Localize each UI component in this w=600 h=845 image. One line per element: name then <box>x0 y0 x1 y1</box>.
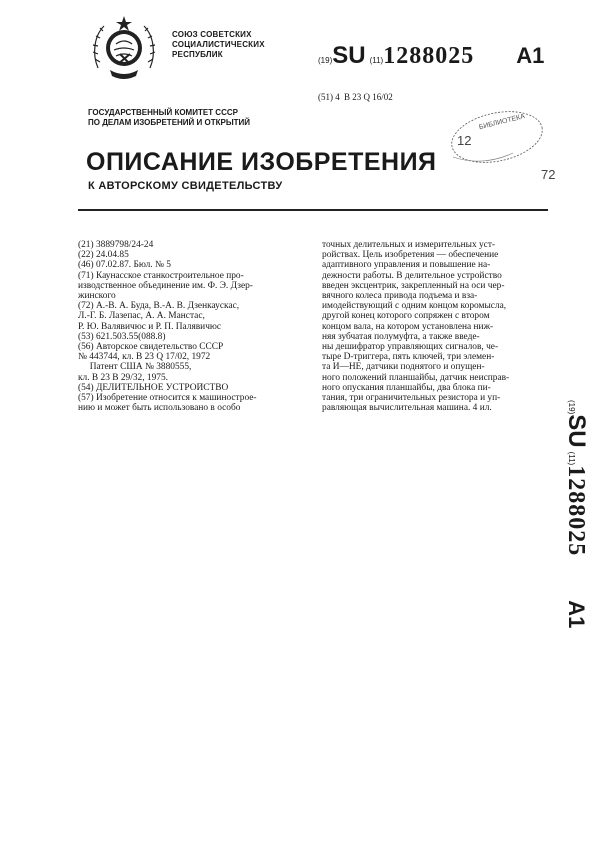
ipc-label: (51) 4 <box>318 92 340 102</box>
abstract-line: концом вала, на котором установлена ниж- <box>322 321 494 332</box>
biblio-line: № 443744, кл. В 23 Q 17/02, 1972 <box>78 352 211 363</box>
committee-line: ГОСУДАРСТВЕННЫЙ КОМИТЕТ СССР <box>88 108 238 117</box>
abstract-line: нию и может быть использовано в особо <box>78 403 241 414</box>
ipc-value: В 23 Q 16/02 <box>344 92 393 102</box>
abstract-line: точных делительных и измерительных уст- <box>322 240 496 250</box>
number-code-label: (11) <box>369 56 384 65</box>
side-patent-number: 1288025 <box>563 465 589 557</box>
biblio-line: (53) 621.503.55(088.8) <box>78 331 166 342</box>
abstract-line: введен эксцентрик, закрепленный на оси чер- <box>322 280 505 291</box>
abstract-line: другой конец которого сопряжен с втором <box>322 311 490 322</box>
document-title: ОПИСАНИЕ ИЗОБРЕТЕНИЯ <box>86 148 437 176</box>
committee-line: ПО ДЕЛАМ ИЗОБРЕТЕНИЙ И ОТКРЫТИЙ <box>88 118 251 127</box>
abstract-line: тания, три ограничительных резистора и уп- <box>322 393 501 404</box>
abstract-line: (57) Изобретение относится к машинострое- <box>78 393 257 404</box>
abstract-line: та И—НЕ, датчики поднятого и опущен- <box>322 362 485 373</box>
biblio-line: (56) Авторское свидетельство СССР <box>78 342 224 353</box>
abstract-line: ны дешифратор управляющих сигналов, че- <box>322 342 499 353</box>
country-code: SU <box>332 42 366 69</box>
committee-name <box>88 108 250 128</box>
stamp-text: БИБЛИОТЕКА <box>478 113 526 132</box>
bibliographic-column <box>78 240 314 413</box>
ipc-classification <box>318 92 393 102</box>
publication-number <box>318 42 544 70</box>
abstract-line: вячного колеса привода подъема и вза- <box>322 291 478 302</box>
biblio-line: Р. Ю. Валявичюс и Р. П. Палявичюс <box>78 321 222 332</box>
abstract-line: тыре D-триггера, пять ключей, три элемен- <box>322 352 495 363</box>
library-stamp <box>443 105 561 187</box>
document-subtitle: К АВТОРСКОМУ СВИДЕТЕЛЬСТВУ <box>88 180 283 192</box>
biblio-line: (72) А.-В. А. Буда, В.-А. В. Дзенкаускас, <box>78 301 240 312</box>
biblio-line: Л.-Г. Б. Лазепас, А. А. Манстас, <box>78 311 205 322</box>
biblio-line: Патент США № 3880555, <box>78 362 192 373</box>
side-country-code-label: (19) <box>567 400 576 415</box>
union-name <box>172 30 265 60</box>
country-code-label: (19) <box>318 56 333 65</box>
invention-title-line: (54) ДЕЛИТЕЛЬНОЕ УСТРОЙСТВО <box>78 382 229 393</box>
biblio-line: (22) 24.04.85 <box>78 250 129 261</box>
side-kind-code: A1 <box>564 600 589 629</box>
abstract-line: ройствах. Цель изобретения — обеспечение <box>322 250 499 261</box>
header-divider <box>78 209 548 211</box>
abstract-line: равляющая вычислительная машина. 4 ил. <box>322 403 492 414</box>
abstract-column <box>322 240 554 413</box>
abstract-line: ного опускания планшайбы, два блока пи- <box>322 382 491 393</box>
kind-code: A1 <box>516 43 545 68</box>
ussr-emblem-icon <box>90 14 158 82</box>
stamp-number-1: 12 <box>457 133 472 148</box>
biblio-line: изводственное объединение им. Ф. Э. Дзер- <box>78 280 253 291</box>
abstract-line: дежности работы. В делительное устройство <box>322 270 502 281</box>
side-publication-number <box>562 400 592 670</box>
union-line: СОЦИАЛИСТИЧЕСКИХ <box>172 40 265 49</box>
abstract-line: няя зубчатая полумуфта, а также введе- <box>322 331 480 342</box>
abstract-line: адаптивного управления и повышение на- <box>322 260 491 271</box>
side-country-code: SU <box>563 414 590 448</box>
biblio-line: (21) 3889798/24-24 <box>78 240 154 250</box>
side-number-code-label: (11) <box>567 451 576 466</box>
abstract-line: ного положений планшайбы, датчик неисправ- <box>322 372 510 383</box>
abstract-line: имодействующий с одним концом коромысла, <box>322 301 507 312</box>
biblio-line: жинского <box>78 291 116 302</box>
biblio-line: кл. В 23 В 29/32, 1975. <box>78 372 168 383</box>
stamp-number-2: 72 <box>541 167 556 182</box>
biblio-line: (46) 07.02.87. Бюл. № 5 <box>78 260 171 271</box>
biblio-line: (71) Каунасское станкостроительное про- <box>78 270 244 281</box>
patent-number: 1288025 <box>383 43 475 69</box>
union-line: РЕСПУБЛИК <box>172 50 223 59</box>
union-line: СОЮЗ СОВЕТСКИХ <box>172 30 252 39</box>
